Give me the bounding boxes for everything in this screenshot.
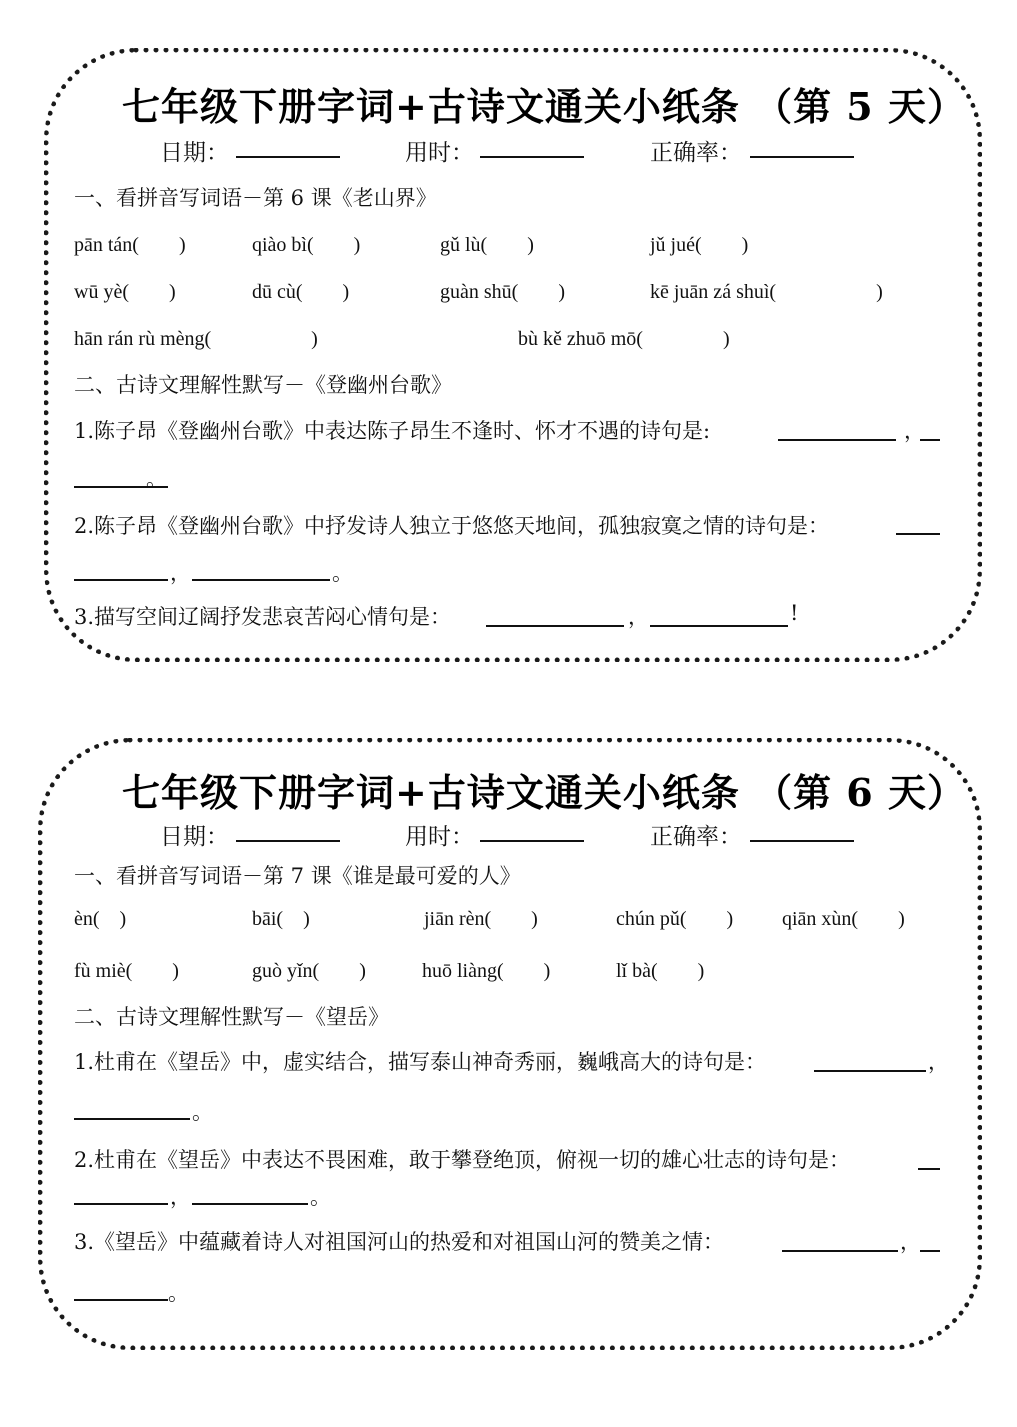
pinyin-item[interactable]: kē juān zá shuì( ) bbox=[650, 281, 883, 303]
pinyin-item[interactable]: bāi( ) bbox=[252, 908, 310, 930]
accuracy-label: 正确率： bbox=[650, 824, 742, 850]
answer-blank[interactable] bbox=[192, 579, 330, 581]
time-label: 用时： bbox=[405, 824, 474, 850]
exclamation: ! bbox=[790, 601, 799, 625]
page-title: 七年级下册字词+古诗文通关小纸条 （第 6 天） bbox=[122, 770, 966, 815]
pinyin-item[interactable]: guàn shū( ) bbox=[440, 281, 565, 303]
accuracy-blank[interactable] bbox=[750, 840, 854, 842]
section-heading-poetry: 二、古诗文理解性默写－《登幽州台歌》 bbox=[74, 373, 452, 397]
question-3: 3.描写空间辽阔抒发悲哀苦闷心情句是： bbox=[74, 605, 452, 629]
pinyin-item[interactable]: wū yè( ) bbox=[74, 281, 176, 303]
question-3: 3.《望岳》中蕴藏着诗人对祖国河山的热爱和对祖国山河的赞美之情： bbox=[74, 1230, 725, 1254]
period: 。 bbox=[332, 561, 353, 585]
comma: ， bbox=[900, 1230, 921, 1254]
answer-blank[interactable] bbox=[192, 1203, 308, 1205]
period: 。 bbox=[146, 467, 167, 491]
period: 。 bbox=[310, 1185, 331, 1209]
pinyin-item[interactable]: èn( ) bbox=[74, 908, 127, 930]
answer-blank[interactable] bbox=[486, 625, 624, 627]
page-title: 七年级下册字词+古诗文通关小纸条 （第 5 天） bbox=[122, 84, 966, 129]
section-heading-pinyin: 一、看拼音写词语－第 7 课《谁是最可爱的人》 bbox=[74, 864, 521, 888]
answer-blank[interactable] bbox=[896, 533, 940, 535]
pinyin-item[interactable]: dū cù( ) bbox=[252, 281, 350, 303]
date-blank[interactable] bbox=[236, 156, 340, 158]
pinyin-item[interactable]: bù kě zhuō mō( ) bbox=[518, 328, 730, 350]
section-heading-pinyin: 一、看拼音写词语－第 6 课《老山界》 bbox=[74, 186, 437, 210]
date-label: 日期： bbox=[160, 140, 229, 166]
date-blank[interactable] bbox=[236, 840, 340, 842]
period: 。 bbox=[192, 1100, 213, 1124]
answer-blank[interactable] bbox=[74, 579, 168, 581]
answer-blank[interactable] bbox=[920, 1250, 940, 1252]
answer-blank[interactable] bbox=[74, 1299, 168, 1301]
answer-blank[interactable] bbox=[782, 1250, 898, 1252]
pinyin-item[interactable]: guò yǐn( ) bbox=[252, 960, 366, 982]
question-2: 2.陈子昂《登幽州台歌》中抒发诗人独立于悠悠天地间，孤独寂寞之情的诗句是： bbox=[74, 514, 830, 538]
answer-blank[interactable] bbox=[778, 439, 896, 441]
time-blank[interactable] bbox=[480, 840, 584, 842]
question-1: 1.杜甫在《望岳》中，虚实结合，描写泰山神奇秀丽，巍峨高大的诗句是： bbox=[74, 1050, 767, 1074]
pinyin-item[interactable]: hān rán rù mèng( ) bbox=[74, 328, 318, 350]
pinyin-item[interactable]: qiān xùn( ) bbox=[782, 908, 905, 930]
comma: ， bbox=[904, 419, 925, 443]
pinyin-item[interactable]: chún pǔ( ) bbox=[616, 908, 734, 930]
comma: ， bbox=[170, 561, 191, 585]
answer-blank[interactable] bbox=[74, 1118, 190, 1120]
pinyin-item[interactable]: jiān rèn( ) bbox=[424, 908, 538, 930]
time-blank[interactable] bbox=[480, 156, 584, 158]
period: 。 bbox=[168, 1281, 189, 1305]
answer-blank[interactable] bbox=[74, 1203, 168, 1205]
question-2: 2.杜甫在《望岳》中表达不畏困难，敢于攀登绝顶，俯视一切的雄心壮志的诗句是： bbox=[74, 1148, 851, 1172]
pinyin-item[interactable]: huō liàng( ) bbox=[422, 960, 551, 982]
pinyin-item[interactable]: pān tán( ) bbox=[74, 234, 186, 256]
pinyin-item[interactable]: qiào bì( ) bbox=[252, 234, 361, 256]
question-1: 1.陈子昂《登幽州台歌》中表达陈子昂生不逢时、怀才不遇的诗句是: bbox=[74, 419, 711, 443]
pinyin-item[interactable]: jǔ jué( ) bbox=[650, 234, 749, 256]
accuracy-blank[interactable] bbox=[750, 156, 854, 158]
comma: ， bbox=[928, 1050, 949, 1074]
answer-blank[interactable] bbox=[814, 1070, 926, 1072]
pinyin-item[interactable]: lǐ bà( ) bbox=[616, 960, 705, 982]
comma: ， bbox=[170, 1185, 191, 1209]
section-heading-poetry: 二、古诗文理解性默写－《望岳》 bbox=[74, 1005, 389, 1029]
answer-blank[interactable] bbox=[650, 625, 788, 627]
pinyin-item[interactable]: fù miè( ) bbox=[74, 960, 179, 982]
answer-blank[interactable] bbox=[918, 1168, 940, 1170]
comma: ， bbox=[628, 605, 649, 629]
time-label: 用时： bbox=[405, 140, 474, 166]
answer-blank[interactable] bbox=[920, 439, 940, 441]
accuracy-label: 正确率： bbox=[650, 140, 742, 166]
pinyin-item[interactable]: gǔ lù( ) bbox=[440, 234, 534, 256]
date-label: 日期： bbox=[160, 824, 229, 850]
